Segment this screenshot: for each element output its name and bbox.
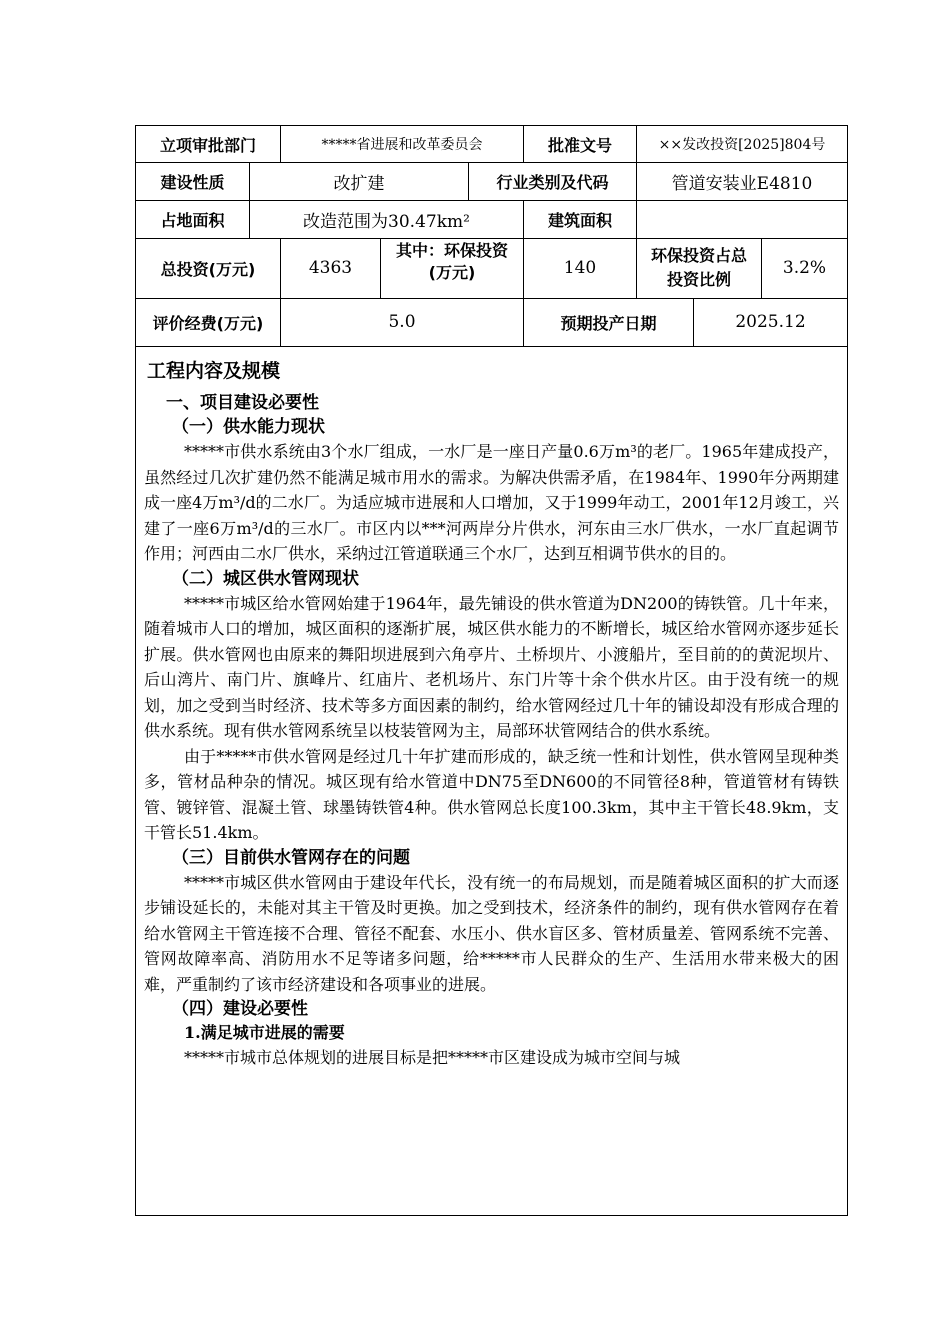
- table-row: [136, 298, 847, 347]
- approval-dept-value: *****省进展和改革委员会: [281, 126, 524, 162]
- subsection-heading: （四）建设必要性: [172, 999, 308, 1019]
- approval-no-label: 批准文号: [524, 126, 637, 162]
- project-info-frame: [135, 125, 848, 1216]
- section-heading: 一、项目建设必要性: [166, 393, 319, 413]
- table-row: [136, 162, 847, 201]
- table-row: [136, 126, 847, 163]
- subsection-heading: （三）目前供水管网存在的问题: [172, 847, 410, 868]
- land-area-label: 占地面积: [136, 200, 250, 238]
- table-row: [136, 200, 847, 239]
- industry-code-label: 行业类别及代码: [469, 162, 637, 200]
- approval-dept-label: 立项审批部门: [136, 126, 281, 162]
- expected-date-label: 预期投产日期: [524, 298, 694, 346]
- land-area-value: 改造范围为30.47km²: [250, 200, 524, 238]
- env-investment-label: 其中：环保投资(万元): [381, 238, 524, 298]
- paragraph: 由于*****市供水管网是经过几十年扩建而形成的，缺乏统一性和计划性，供水管网呈现种类多，管材品种杂的情况。城区现有给水管道中DN75至DN600的不同管径8种，管道管材有铸铁管、镀锌管、混凝土管、球墨铸铁管4种。供水管网总长度100.3km，其中主干管长48.9km，支干管长51.4km。: [144, 746, 839, 842]
- paragraph: *****市供水系统由3个水厂组成，一水厂是一座日产量0.6万m³的老厂。1965年建成投产，虽然经过几次扩建仍然不能满足城市用水的需求。为解决供需矛盾，在1984年、1990年分两期建成一座4万m³/d的二水厂。为适应城市进展和人口增加，又于1999年动工，2001年12月竣工，兴建了一座6万m³/d的三水厂。市区内以***河两岸分片供水，河东由三水厂供水，一水厂直起调节作用；河西由二水厂供水，采纳过江管道联通三个水厂，达到互相调节供水的目的。: [144, 442, 839, 563]
- project-content: [136, 347, 847, 1071]
- construction-nature-label: 建设性质: [136, 162, 250, 200]
- paragraph: *****市城市总体规划的进展目标是把*****市区建设成为城市空间与城: [184, 1048, 681, 1067]
- floor-area-label: 建筑面积: [524, 200, 637, 238]
- subsection-heading: （一）供水能力现状: [172, 417, 325, 437]
- approval-no-value: ××发改投资[2025]804号: [658, 137, 826, 153]
- table-row: [136, 238, 847, 299]
- item-heading: 1.满足城市进展的需要: [184, 1023, 345, 1042]
- env-ratio-value: 3.2%: [782, 258, 827, 278]
- env-investment-value: 140: [524, 238, 637, 298]
- total-investment-value: 4363: [281, 238, 381, 298]
- industry-code-value: 管道安装业E4810: [671, 173, 813, 194]
- expected-date-value: 2025.12: [735, 312, 806, 332]
- construction-nature-value: 改扩建: [250, 162, 469, 200]
- env-ratio-label: 环保投资占总投资比例: [637, 238, 762, 298]
- total-investment-label: 总投资(万元): [136, 238, 281, 298]
- paragraph: *****市城区给水管网始建于1964年，最先铺设的供水管道为DN200的铸铁管。几十年来，随着城市人口的增加，城区面积的逐渐扩展，城区供水能力的不断增长，城区给水管网亦逐步延长扩展。供水管网也由原来的舞阳坝进展到六角亭片、土桥坝片、小渡船片，至目前的的黄泥坝片、后山湾片、南门片、旗峰片、红庙片、老机场片、东门片等十余个供水片区。由于没有统一的规划，加之受到当时经济、技术等多方面因素的制约，给水管网经过几十年的铺设却没有形成合理的供水系统。现有供水管网系统呈以枝装管网为主，局部环状管网结合的供水系统。: [144, 593, 839, 740]
- section-main-title: 工程内容及规模: [147, 360, 281, 382]
- subsection-heading: （二）城区供水管网现状: [172, 568, 359, 589]
- evaluation-fee-label: 评价经费(万元): [136, 298, 281, 346]
- evaluation-fee-value: 5.0: [281, 298, 524, 346]
- paragraph: *****市城区供水管网由于建设年代长，没有统一的布局规划，而是随着城区面积的扩大而逐步铺设延长的，未能对其主干管及时更换。加之受到技术，经济条件的制约，现有供水管网存在着给水管网主干管连接不合理、管径不配套、水压小、供水盲区多、管材质量差、管网系统不完善、管网故障率高、消防用水不足等诸多问题，给*****市人民群众的生产、生活用水带来极大的困难，严重制约了该市经济建设和各项事业的进展。: [144, 872, 839, 994]
- floor-area-value: [637, 200, 847, 238]
